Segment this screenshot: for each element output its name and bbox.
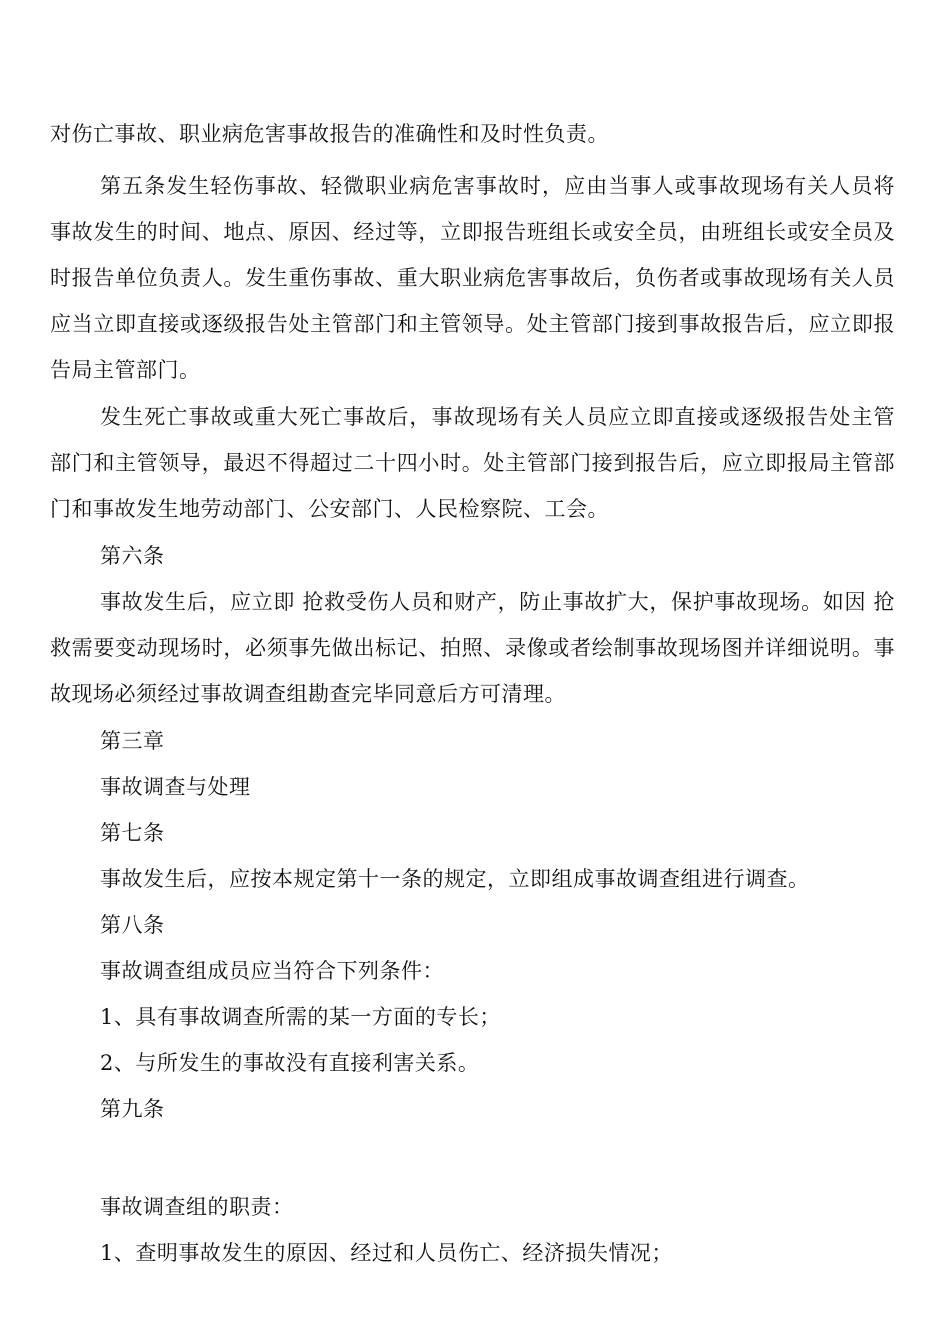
paragraph-article-7: 事故发生后，应按本规定第十一条的规定，立即组成事故调查组进行调查。: [100, 867, 810, 891]
paragraph-article-6: 事故发生后，应立即 抢救受伤人员和财产，防止事故扩大，保护事故现场。如因 抢救需要变动现场时，必须事先做出标记、拍照、录像或者绘制事故现场图并详细说明。事故现场必须经过事故调查组勘查完毕同意后方可清理。: [50, 590, 895, 706]
article-7-title: 第七条: [100, 821, 165, 845]
article-8-title: 第八条: [100, 913, 165, 937]
chapter-3-title: 第三章: [100, 729, 165, 753]
list-item: 2、与所发生的事故没有直接利害关系。: [100, 1051, 480, 1075]
chapter-3-name: 事故调查与处理: [100, 775, 251, 799]
paragraph-continuation: 对伤亡事故、职业病危害事故报告的准确性和及时性负责。: [50, 122, 609, 146]
paragraph-death-accident: 发生死亡事故或重大死亡事故后，事故现场有关人员应立即直接或逐级报告处主管部门和主管领导，最迟不得超过二十四小时。处主管部门接到报告后，应立即报局主管部门和事故发生地劳动部门、公安部门、人民检察院、工会。: [50, 405, 895, 521]
paragraph-article-5: 第五条发生轻伤事故、轻微职业病危害事故时，应由当事人或事故现场有关人员将事故发生的时间、地点、原因、经过等，立即报告班组长或安全员，由班组长或安全员及时报告单位负责人。发生重伤事故、重大职业病危害事故后，负伤者或事故现场有关人员应当立即直接或逐级报告处主管部门和主管领导。处主管部门接到事故报告后，应立即报告局主管部门。: [50, 174, 895, 382]
article-6-title: 第六条: [100, 544, 165, 568]
list-item: 1、具有事故调查所需的某一方面的专长；: [100, 1005, 501, 1029]
article-9-title: 第九条: [100, 1097, 165, 1121]
list-item: 1、查明事故发生的原因、经过和人员伤亡、经济损失情况；: [100, 1241, 673, 1265]
paragraph-article-8-intro: 事故调查组成员应当符合下列条件：: [100, 959, 444, 983]
paragraph-article-9-intro: 事故调查组的职责：: [100, 1195, 294, 1219]
